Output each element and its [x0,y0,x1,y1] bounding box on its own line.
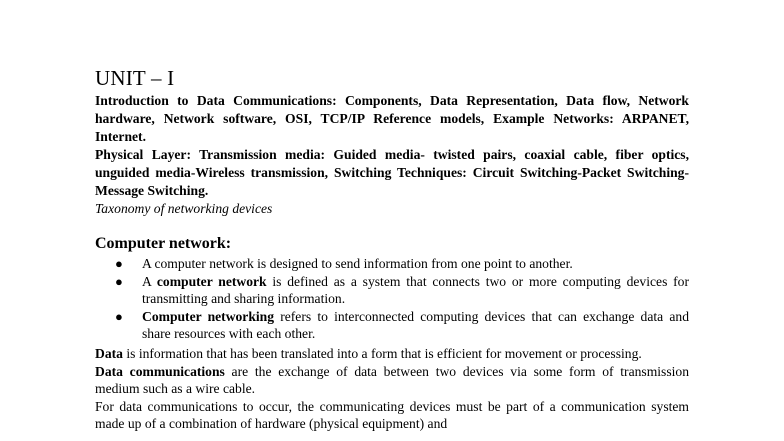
definition-term: Data communications [95,363,225,379]
syllabus-taxonomy: Taxonomy of networking devices [95,201,273,216]
definitions-block [95,345,689,433]
bullet-term: computer network [156,273,267,289]
definition-text: are the exchange of data between two devices via some form of transmission medium such as a wire cable. [95,363,689,396]
bullet-text: A computer network is designed to send information from one point to another. [142,256,573,271]
list-item [95,308,689,343]
paragraph-communication-system [95,398,689,433]
list-item [95,255,689,273]
computer-network-bullet-list [95,255,689,343]
bullet-term: Computer networking [142,308,275,324]
definition-term: Data [95,346,123,361]
bullet-icon: ● [115,273,123,289]
list-item [95,273,689,308]
bullet-text: is defined as a system that connects two or more computing devices for transmitting and sharing information. [142,273,689,306]
definition-data-communications [95,363,689,398]
unit-title: UNIT – I [95,66,175,90]
section-heading-computer-network: Computer network: [95,235,232,252]
definition-data [95,345,689,363]
bullet-icon: ● [115,256,123,271]
syllabus-physical-layer: Physical Layer: Transmission media: Guided media- twisted pairs, coaxial cable, fiber optics, unguided media-Wireless transmission, Switching Techniques: Circuit Switching-Packet Switching-Message Switching. [95,147,689,198]
paragraph-text: For data communications to occur, the communicating devices must be part of a communication system made up of a combination of hardware (physical equipment) and [95,398,689,431]
definition-text: is information that has been translated into a form that is efficient for movement or processing. [122,346,642,361]
syllabus-block [95,92,689,218]
bullet-text: refers to interconnected computing devices that can exchange data and share resources with each other. [142,308,689,341]
bullet-icon: ● [115,308,123,324]
syllabus-intro: Introduction to Data Communications: Components, Data Representation, Data flow, Network hardware, Network software, OSI, TCP/IP Reference models, Example Networks: ARPANET, Internet. [95,93,689,144]
bullet-prefix: A [142,273,157,289]
